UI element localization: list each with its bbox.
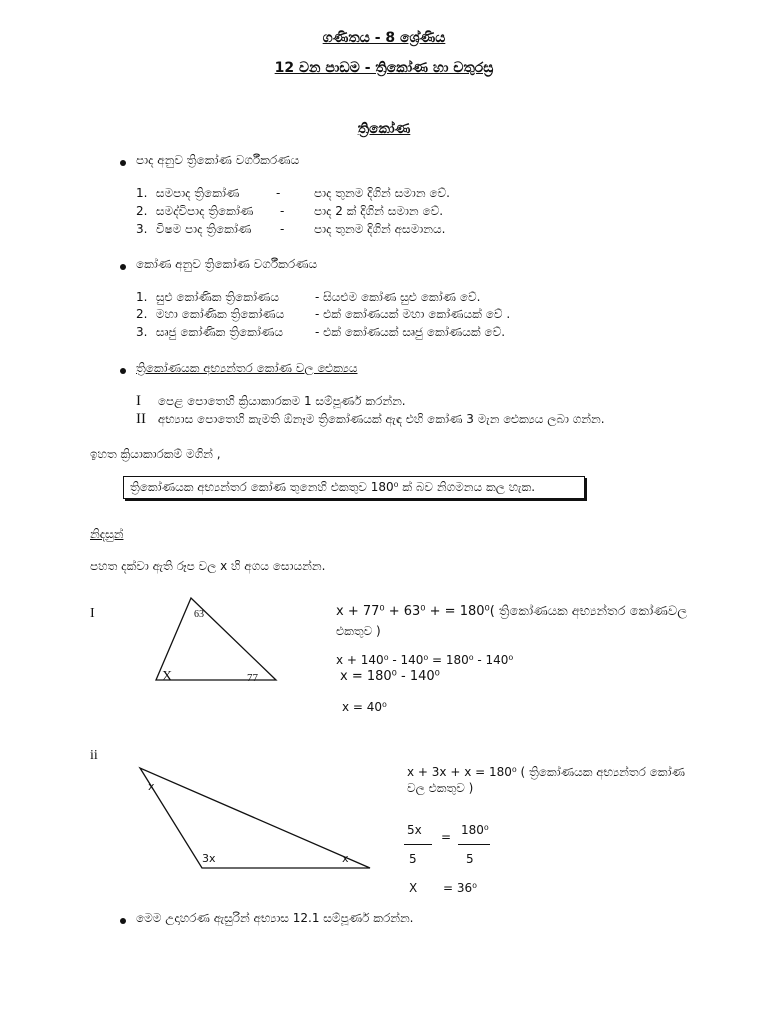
dash: -: [276, 186, 281, 200]
equals-sign: =: [441, 830, 452, 844]
list-item-desc: - එක් කෝණයක් මහා කෝණයක් වේ .: [315, 307, 511, 321]
angle-label-bottom: 3x: [202, 852, 216, 865]
example-label: I: [90, 606, 95, 621]
bullet-dot: [120, 368, 126, 374]
list-item-desc: - සියළුම කෝණ සුළු කෝණ වේ.: [315, 290, 481, 304]
equation-line: එකතුව ): [336, 624, 381, 638]
task-text: පහත දක්වා ඇති රූප වල x හි අගය සොයන්න.: [90, 559, 326, 573]
equation-line: වල එකතුව ): [407, 781, 474, 795]
list-item: 2. සමද්විපාද ත්‍රිකෝණ: [136, 204, 254, 218]
equation-line: x = 40⁰: [342, 700, 387, 714]
section-title: ත්‍රිකෝණ: [357, 121, 411, 137]
equation-line: x = 180⁰ - 140⁰: [340, 669, 440, 684]
list-item-desc: පාද තුනම දිගින් අසමානය.: [314, 222, 446, 236]
fraction-numerator: 180⁰: [461, 823, 489, 837]
list-item-desc: පාද තුනම දිගින් සමාන වේ.: [314, 186, 450, 200]
fraction-bar: [404, 844, 432, 845]
result-variable: X: [409, 881, 418, 895]
intro-text: ඉහත ක්‍රියාකාරකම් මගින් ,: [90, 447, 221, 461]
conclusion-box: ත්‍රිකෝණයක අභ්‍යන්තර කෝණ තුනෙහි එකතුව 180⁰ ක් බව නිගමනය කල හැක.: [123, 476, 585, 499]
angle-sum-heading: ත්‍රිකෝණයක අභ්‍යන්තර කෝණ වල ඓක්‍යය: [136, 361, 358, 375]
equation-line: x + 77⁰ + 63⁰ + = 180⁰( ත්‍රිකෝණයක අභ්‍යන්තර කෝණවල: [336, 604, 688, 619]
list-item-desc: - එක් කෝණයක් සෘජු කෝණයක් වේ.: [315, 325, 506, 339]
bullet-dot: [120, 160, 126, 166]
lesson-title: 12 වන පාඩම - ත්‍රිකෝණ හා චතුරස්‍ර: [274, 60, 494, 76]
list-item: 1. සමපාද ත්‍රිකෝණ: [136, 186, 240, 200]
angle-label-top: 63: [194, 609, 204, 620]
list-item: 3. සෘජු කෝණික ත්‍රිකෝණය: [136, 325, 283, 339]
fraction-denominator: 5: [409, 852, 417, 866]
page-title: ගණිතය - 8 ශ්‍රේණිය: [322, 30, 446, 46]
angle-classification-heading: කෝණ අනුව ත්‍රිකෝණ වර්ගීකරණය: [136, 257, 318, 271]
bullet-dot: [120, 918, 126, 924]
list-item: 2. මහා කෝණික ත්‍රිකෝණය: [136, 307, 285, 321]
list-item: 3. විෂම පාද ත්‍රිකෝණ: [136, 222, 252, 236]
example-label: ii: [90, 748, 98, 763]
dash: -: [280, 222, 285, 236]
fraction-denominator: 5: [466, 852, 474, 866]
angle-label-right: x: [342, 852, 349, 865]
angle-label-right: 77: [247, 672, 258, 684]
example-heading: නිදසුන්: [90, 527, 124, 541]
equation-line: x + 140⁰ - 140⁰ = 180⁰ - 140⁰: [336, 653, 514, 667]
side-classification-heading: පාද අනුව ත්‍රිකෝණ වර්ගීකරණය: [136, 153, 300, 167]
triangle-diagram-2: [136, 764, 376, 874]
fraction-bar: [458, 844, 490, 845]
list-item-desc: පාද 2 ක් දිගින් සමාන වේ.: [314, 204, 444, 218]
final-instruction: මෙම උදාහරණ ඇසුරින් අභ්‍යාස 12.1 සම්පූර්ණ කරන්න.: [136, 911, 414, 925]
activity-item: II අභ්‍යාස පොතෙහි කැමති ඕනෑම ත්‍රිකෝණයක් ඇඳ එහි කෝණ 3 මැන ඓක්‍යය ලබා ගන්න.: [136, 411, 605, 427]
activity-item: I පෙළ පොතෙහි ක්‍රියාකාරකම 1 සම්පූර්ණ කරන්න.: [136, 393, 406, 409]
fraction-numerator: 5x: [407, 823, 422, 837]
angle-label-left: X: [162, 669, 173, 684]
equation-line: x + 3x + x = 180⁰ ( ත්‍රිකෝණයක අභ්‍යන්තර කෝණ: [407, 765, 685, 779]
bullet-dot: [120, 264, 126, 270]
dash: -: [280, 204, 285, 218]
angle-label-left: x: [148, 780, 155, 793]
list-item: 1. සුළු කෝණික ත්‍රිකෝණය: [136, 290, 280, 304]
result-value: = 36⁰: [443, 881, 477, 895]
